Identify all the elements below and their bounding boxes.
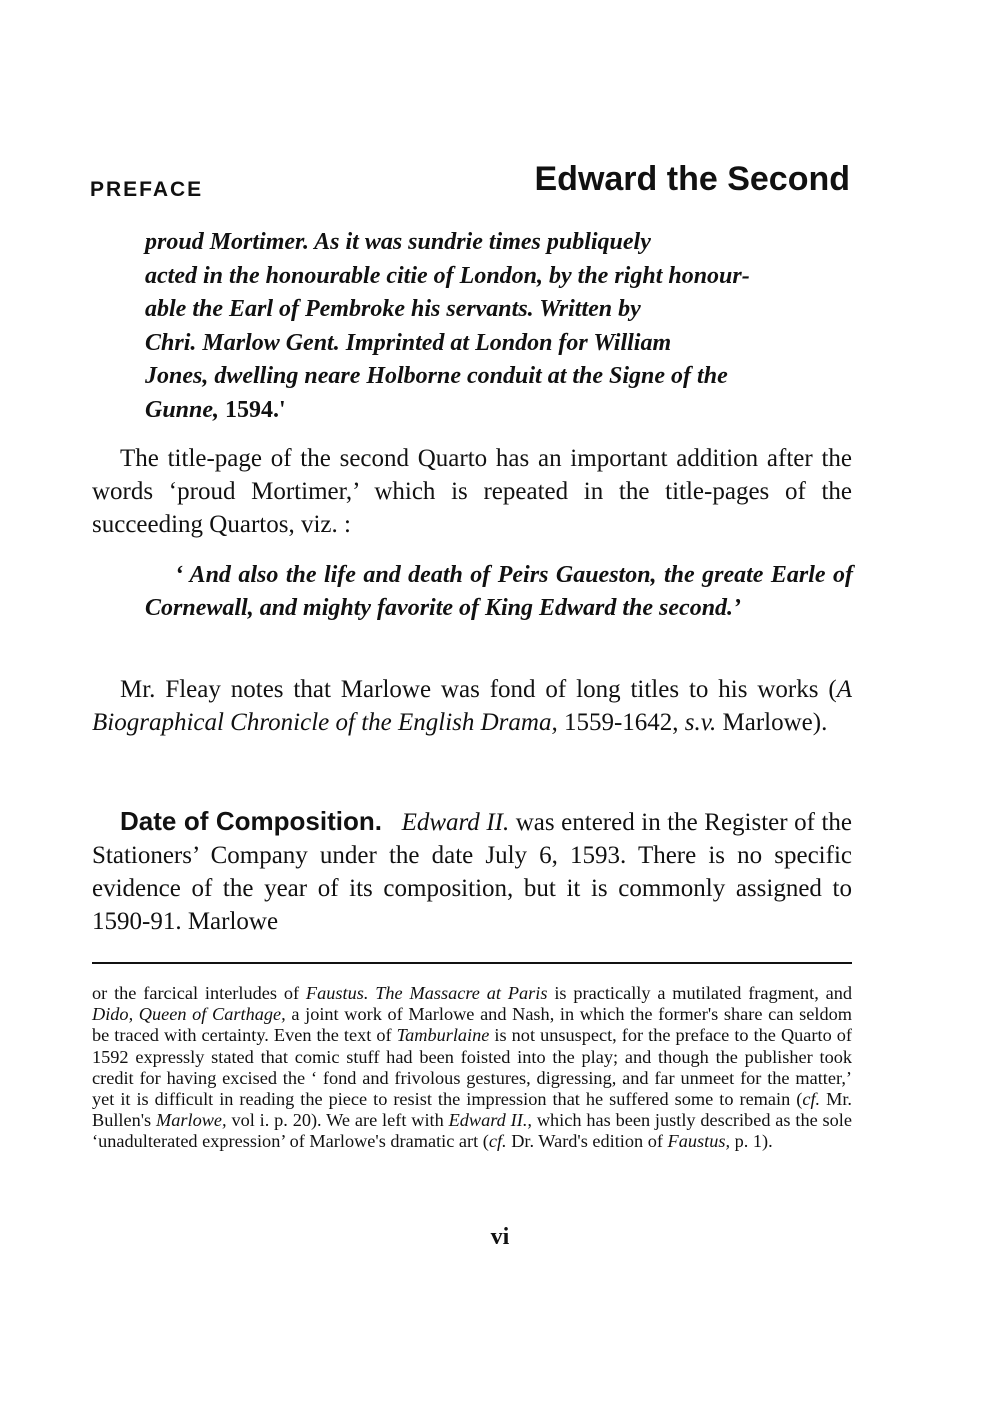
quote-line: acted in the honourable citie of London, by the right honour- <box>145 262 750 289</box>
quote-year: 1594.' <box>225 396 286 423</box>
footnote-italic: Faustus, <box>667 1131 731 1152</box>
sv-abbrev: s.v. <box>684 709 717 736</box>
footnote-text: p. 1). <box>730 1131 773 1152</box>
quote-line: Jones, dwelling neare Holborne conduit at the Signe of the <box>145 363 728 389</box>
footnote-text: Dr. Ward's edition of <box>506 1131 668 1152</box>
fleay-text-3: Marlowe). <box>716 709 828 736</box>
footnote-text: is practically a mutilated fragment, and <box>547 983 853 1003</box>
work-title: A Biographical Chronicle of the English Drama, <box>92 676 852 736</box>
footnote-italic: Marlowe, <box>156 1110 227 1131</box>
paragraph-date-of-composition <box>92 805 852 938</box>
quote-line: able the Earl of Pembroke his servants. Written by <box>145 296 641 322</box>
quote-line <box>145 394 853 428</box>
title-page-quote <box>145 226 853 427</box>
quote-line: proud Mortimer. As it was sundrie times publiquely <box>145 229 651 255</box>
footnote-italic: Dido, Queen of Carthage, <box>92 1004 286 1025</box>
footnote-text: which has been justly described as the sole ‘unadulterated expression’ of Marlowe's dramatic art ( <box>92 1110 852 1152</box>
paragraph-second-quarto: The title-page of the second Quarto has an important addition after the words ‘proud Mortimer,’ which is repeated in the title-pages of the succeeding Quartos, viz. : <box>92 445 852 538</box>
page-number: vi <box>490 1224 510 1250</box>
addition-quote: ‘ And also the life and death of Peirs Gaueston, the greate Earle of Cornewall, and mighty favorite of King Edward the second.’ <box>145 562 853 621</box>
footnote-text: a joint work of Marlowe and Nash, in which the former's share can seldom be traced with certainty. Even the text of <box>92 1004 852 1046</box>
section-label: PREFACE <box>90 178 204 201</box>
footnote-italic: Edward II., <box>448 1110 532 1131</box>
footnote-italic: cf. <box>488 1131 507 1152</box>
footnote-italic: Tamburlaine <box>396 1025 490 1046</box>
footnote-text: Mr. Bullen's <box>92 1089 852 1131</box>
fleay-text-2: 1559-1642, <box>557 709 685 736</box>
running-head <box>90 160 850 210</box>
quote-last-italic: Gunne, <box>145 396 226 423</box>
footnote-italic: Faustus. <box>305 983 369 1003</box>
quote-line: Chri. Marlow Gent. Imprinted at London for William <box>145 329 672 356</box>
footnote-rule <box>92 962 852 964</box>
date-text: was entered in the Register of the Stationers’ Company under the date July 6, 1593. There is no specific evidence of the year of its composition, but it is commonly assigned to 1590-91. Marlowe <box>92 809 853 935</box>
play-title: Edward II. <box>401 809 510 836</box>
footnote <box>92 983 852 1153</box>
section-heading: Date of Composition. <box>120 806 382 836</box>
footnote-text: is not unsuspect, for the preface to the Quarto of 1592 expressly stated that comic stuff had been foisted into the play; and though the publisher took credit for having excised the ‘ fond and frivolous gestures, digressing, and far unmeet for the matter,’ yet it is difficult in reading the piece to resist the impression that he suffered some to remain ( <box>92 1025 852 1110</box>
paragraph-fleay <box>92 673 852 739</box>
book-title: Edward the Second <box>534 160 850 198</box>
footnote-italic: cf. <box>802 1089 821 1110</box>
footnote-text: or the farcical interludes of <box>92 983 306 1003</box>
fleay-text-1: Mr. Fleay notes that Marlowe was fond of long titles to his works ( <box>120 676 837 703</box>
footnote-italic: The Massacre at Paris <box>375 983 548 1003</box>
footnote-text: vol i. p. 20). We are left with <box>226 1110 449 1131</box>
